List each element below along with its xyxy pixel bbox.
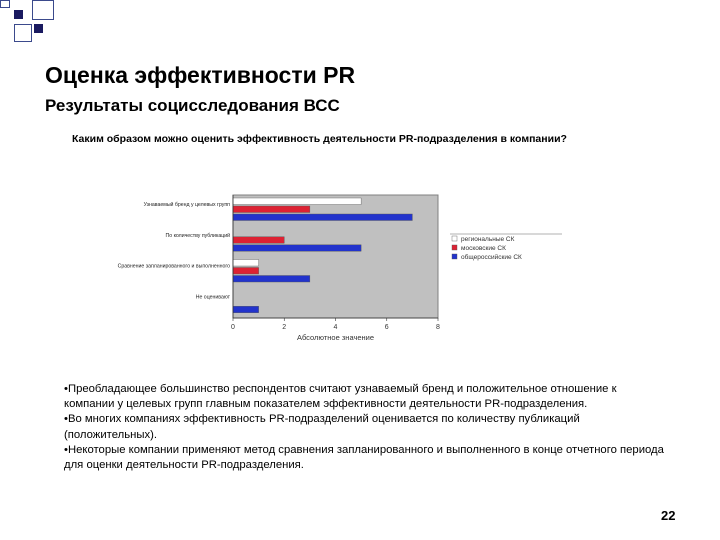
page-number: 22 [661,508,676,523]
finding-2: •Во многих компаниях эффективность PR-подразделений оценивается по количеству публикаций (положительных). [64,413,580,441]
slide-title: Оценка эффективности PR [45,62,356,88]
legend-label: общероссийские СК [461,254,522,261]
corner-square-5 [0,0,10,8]
bar [233,206,310,213]
corner-square-4 [34,24,43,33]
legend-label: региональные СК [461,236,515,243]
x-tick-label: 8 [436,324,440,331]
category-label: По количеству публикаций [165,232,230,239]
plot-area [233,195,438,318]
corner-square-2 [32,0,54,20]
bar [233,198,361,205]
bar [233,276,310,283]
x-tick-label: 4 [333,324,338,331]
bar [233,214,412,221]
bar [233,306,259,313]
x-tick-label: 6 [384,324,389,331]
bar-chart [117,190,570,350]
category-label: Не оценивают [195,294,230,301]
bar [233,245,361,252]
corner-square-3 [14,24,32,42]
x-tick-label: 0 [231,324,235,331]
chart-question: Каким образом можно оценить эффективность деятельности PR-подразделения в компании? [72,133,567,145]
finding-3: •Некоторые компании применяют метод сравнения запланированного и выполненного в конце отчетного периода для оценки деятельности PR-подразделения. [64,443,664,472]
legend-label: московские СК [461,245,506,252]
x-tick-label: 2 [282,324,287,331]
category-label: Сравнение запланированного и выполненного [117,263,230,270]
bar [233,237,284,244]
corner-square-1 [14,10,23,19]
slide-subtitle: Результаты социсследования ВСС [45,96,340,115]
bar [233,268,259,275]
findings-text [64,382,664,473]
x-axis-label: Абсолютное значение [296,333,375,342]
bar [233,260,259,267]
legend-swatch [452,236,457,241]
category-label: Узнаваемый бренд у целевых групп [143,202,230,208]
legend-swatch [452,254,457,259]
legend-swatch [452,245,457,250]
finding-1: •Преобладающее большинство респондентов считают узнаваемый бренд и положительное отношение к компании у целевых групп главным показателем эффективности деятельности PR-подразделения. [64,383,617,411]
